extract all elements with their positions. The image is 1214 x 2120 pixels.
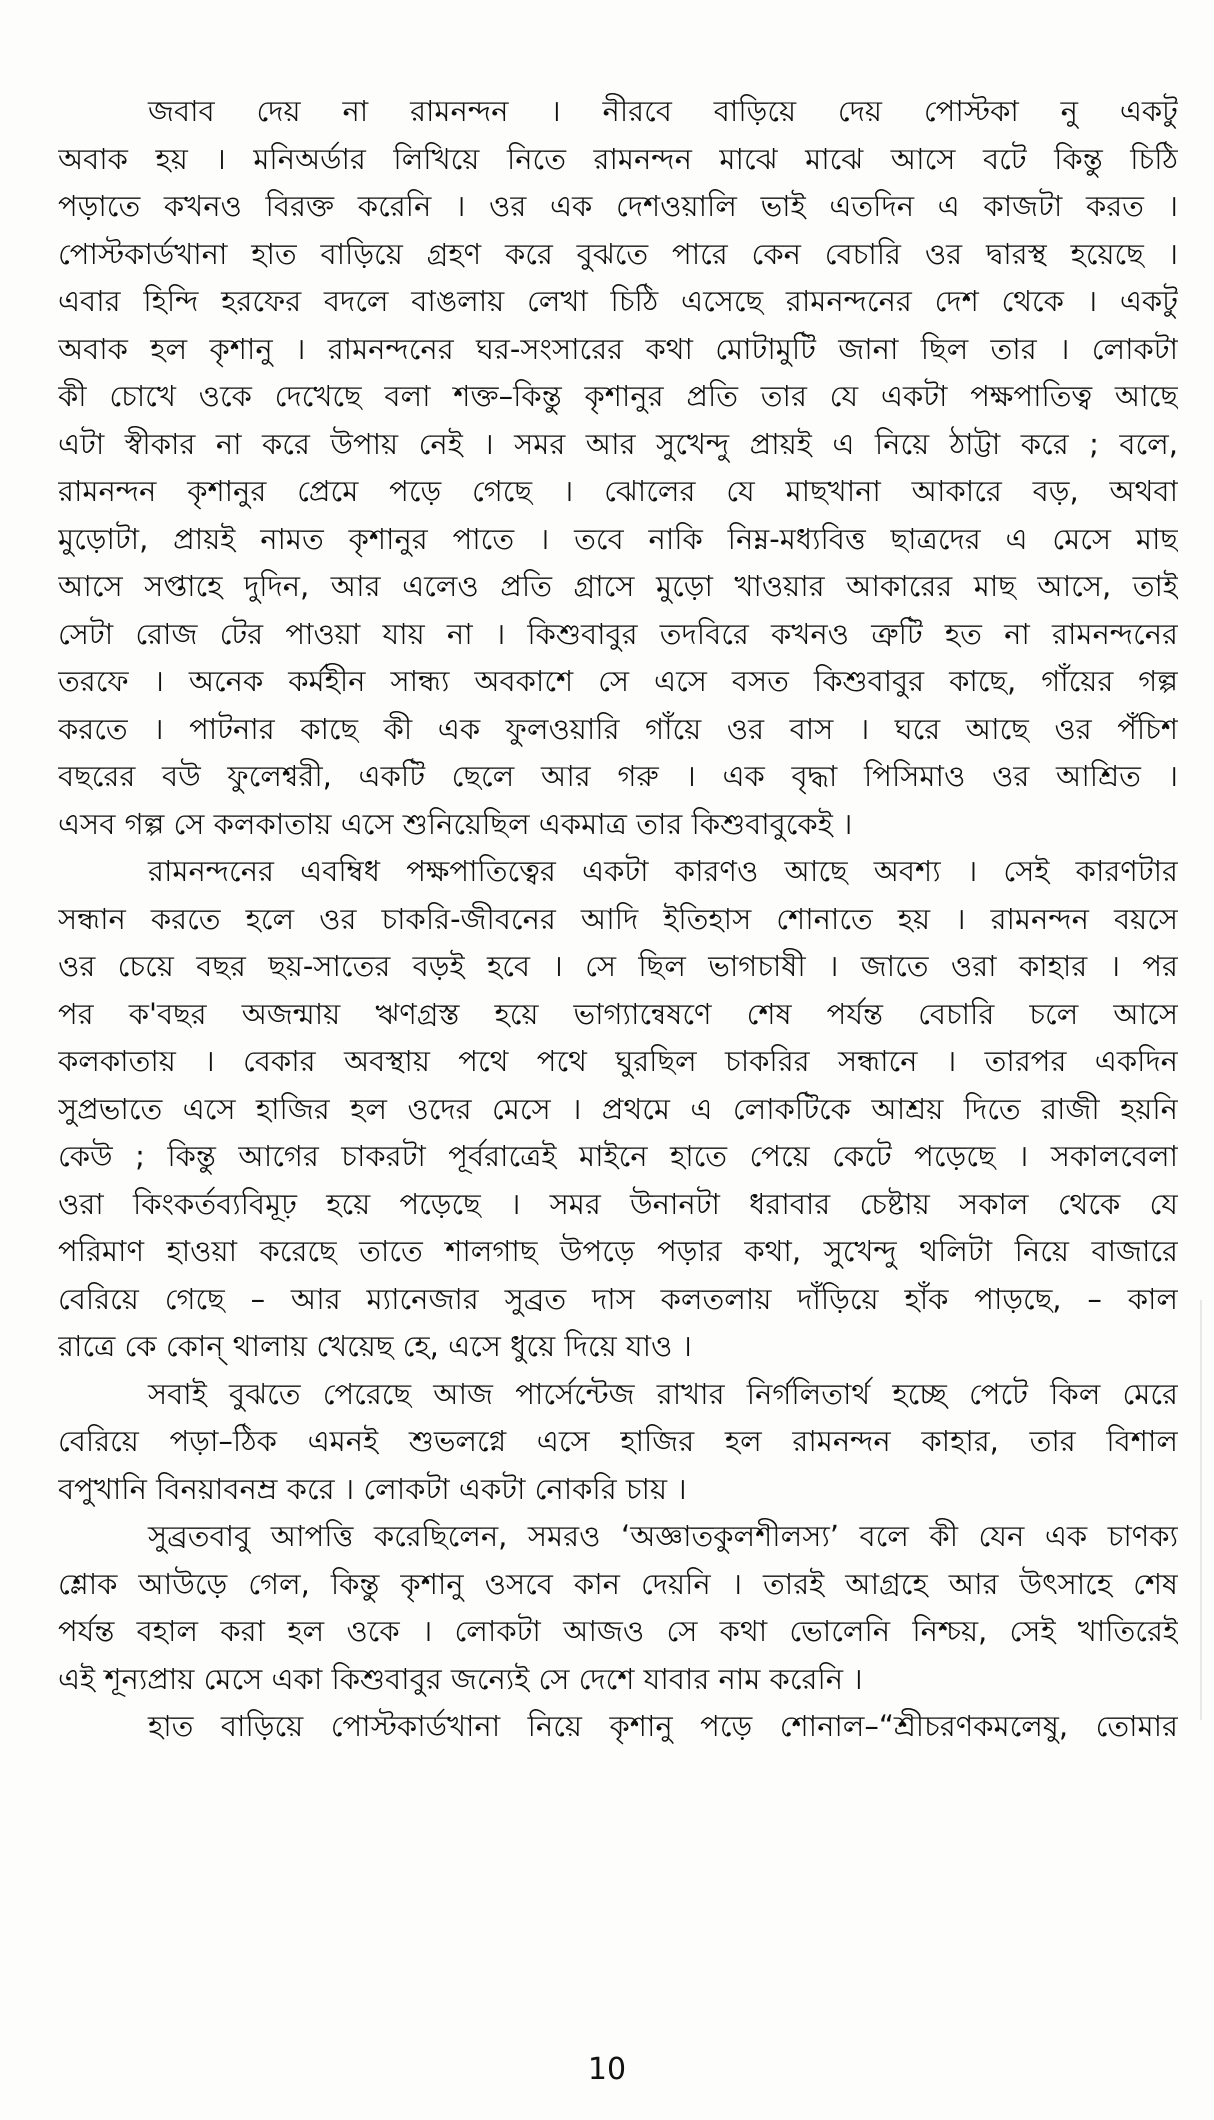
text-line: এই শূন্যপ্রায় মেসে একা কিশুবাবুর জন্যেই সে দেশে যাবার নাম করেনি । <box>58 1661 863 1696</box>
text-line: সেটা রোজ টের পাওয়া যায় না । কিশুবাবুর তদবিরে কখনও ত্রুটি হত না রামনন্দনের <box>58 616 1178 651</box>
text-line: বেরিয়ে পড়া–ঠিক এমনই শুভলগ্নে এসে হাজির হল রামনন্দন কাহার, তার বিশাল <box>58 1424 1178 1458</box>
text-line: রামনন্দনের এবম্বিধ পক্ষপাতিত্বের একটা কারণও আছে অবশ্য । সেই কারণটার <box>148 854 1178 888</box>
text-line: সুব্রতবাবু আপত্তি করেছিলেন, সমরও ‘অজ্ঞাতকুলশীলস্য’ বলে কী যেন এক চাণক্য <box>148 1519 1178 1553</box>
text-line: ওরা কিংকর্তব্যবিমূঢ় হয়ে পড়েছে । সমর উনানটা ধরাবার চেষ্টায় সকাল থেকে যে <box>58 1186 1178 1221</box>
text-line: কী চোখে ওকে দেখেছে বলা শক্ত–কিন্তু কৃশানুর প্রতি তার যে একটা পক্ষপাতিত্ব আছে <box>58 379 1178 413</box>
paragraph <box>58 1513 1178 1703</box>
text-line: বেরিয়ে গেছে – আর ম্যানেজার সুব্রত দাস কলতলায় দাঁড়িয়ে হাঁক পাড়ছে, – কাল <box>58 1281 1178 1316</box>
text-line: রাত্রে কে কোন্ থালায় খেয়েছ হে, এসে ধুয়ে দিয়ে যাও । <box>58 1329 692 1363</box>
text-line: রামনন্দন কৃশানুর প্রেমে পড়ে গেছে । ঝোলের যে মাছখানা আকারে বড়, অথবা <box>58 474 1178 508</box>
scan-edge-shadow <box>1200 1300 1202 1720</box>
page-number: 10 <box>587 2052 627 2087</box>
text-line: কলকাতায় । বেকার অবস্থায় পথে পথে ঘুরছিল চাকরির সন্ধানে । তারপর একদিন <box>58 1044 1178 1078</box>
body-text <box>58 88 1178 1751</box>
text-line: জবাব দেয় না রামনন্দন । নীরবে বাড়িয়ে দেয় পোস্টকা নু একটু <box>148 94 1178 128</box>
text-line: এসব গল্প সে কলকাতায় এসে শুনিয়েছিল একমাত্র তার কিশুবাবুকেই । <box>58 806 853 841</box>
text-line: পোস্টকার্ডখানা হাত বাড়িয়ে গ্রহণ করে বুঝতে পারে কেন বেচারি ওর দ্বারস্থ হয়েছে । <box>58 236 1178 271</box>
paragraph <box>58 1371 1178 1514</box>
text-line: অবাক হল কৃশানু । রামনন্দনের ঘর-সংসারের কথা মোটামুটি জানা ছিল তার । লোকটা <box>58 331 1178 366</box>
text-line: সন্ধান করতে হলে ওর চাকরি-জীবনের আদি ইতিহাস শোনাতে হয় । রামনন্দন বয়সে <box>58 901 1178 936</box>
text-line: আসে সপ্তাহে দুদিন, আর এলেও প্রতি গ্রাসে মুড়ো খাওয়ার আকারের মাছ আসে, তাই <box>58 569 1178 603</box>
text-line: ওর চেয়ে বছর ছয়-সাতের বড়ই হবে । সে ছিল ভাগচাষী । জাতে ওরা কাহার । পর <box>58 949 1178 983</box>
text-line: করতে । পাটনার কাছে কী এক ফুলওয়ারি গাঁয়ে ওর বাস । ঘরে আছে ওর পঁচিশ <box>58 711 1178 746</box>
text-line: এবার হিন্দি হরফের বদলে বাঙলায় লেখা চিঠি এসেছে রামনন্দনের দেশ থেকে । একটু <box>58 284 1178 318</box>
text-line: পড়াতে কখনও বিরক্ত করেনি । ওর এক দেশওয়ালি ভাই এতদিন এ কাজটা করত । <box>58 189 1178 223</box>
text-line: হাত বাড়িয়ে পোস্টকার্ডখানা নিয়ে কৃশানু পড়ে শোনাল–“শ্রীচরণকমলেষু, তোমার <box>148 1709 1178 1743</box>
text-line: পরিমাণ হাওয়া করেছে তাতে শালগাছ উপড়ে পড়ার কথা, সুখেন্দু থলিটা নিয়ে বাজারে <box>58 1234 1178 1268</box>
text-line: বপুখানি বিনয়াবনম্র করে । লোকটা একটা নোকরি চায় । <box>58 1471 687 1506</box>
paragraph <box>58 1703 1178 1751</box>
text-line: তরফে । অনেক কর্মহীন সান্ধ্য অবকাশে সে এসে বসত কিশুবাবুর কাছে, গাঁয়ের গল্প <box>58 664 1178 698</box>
text-line: সবাই বুঝতে পেরেছে আজ পার্সেন্টেজ রাখার নির্গলিতার্থ হচ্ছে পেটে কিল মেরে <box>148 1376 1178 1411</box>
paragraph <box>58 848 1178 1371</box>
text-line: পর ক'বছর অজন্মায় ঋণগ্রস্ত হয়ে ভাগ্যান্বেষণে শেষ পর্যন্ত বেচারি চলে আসে <box>58 996 1178 1031</box>
text-line: শ্লোক আউড়ে গেল, কিন্তু কৃশানু ওসবে কান দেয়নি । তারই আগ্রহে আর উৎসাহে শেষ <box>58 1566 1178 1601</box>
text-line: মুড়োটা, প্রায়ই নামত কৃশানুর পাতে । তবে নাকি নিম্ন-মধ্যবিত্ত ছাত্রদের এ মেসে মাছ <box>58 521 1178 556</box>
paragraph <box>58 88 1178 848</box>
text-line: বছরের বউ ফুলেশ্বরী, একটি ছেলে আর গরু । এক বৃদ্ধা পিসিমাও ওর আশ্রিত । <box>58 759 1178 793</box>
text-line: অবাক হয় । মনিঅর্ডার লিখিয়ে নিতে রামনন্দন মাঝে মাঝে আসে বটে কিন্তু চিঠি <box>58 141 1178 176</box>
text-line: কেউ ; কিন্তু আগের চাকরটা পূর্বরাত্রেই মাইনে হাতে পেয়ে কেটে পড়েছে । সকালবেলা <box>58 1139 1178 1173</box>
text-line: সুপ্রভাতে এসে হাজির হল ওদের মেসে । প্রথমে এ লোকটিকে আশ্রয় দিতে রাজী হয়নি <box>58 1091 1178 1126</box>
text-line: এটা স্বীকার না করে উপায় নেই । সমর আর সুখেন্দু প্রায়ই এ নিয়ে ঠাট্টা করে ; বলে, <box>58 426 1178 461</box>
text-line: পর্যন্ত বহাল করা হল ওকে । লোকটা আজও সে কথা ভোলেনি নিশ্চয়, সেই খাতিরেই <box>58 1614 1178 1648</box>
